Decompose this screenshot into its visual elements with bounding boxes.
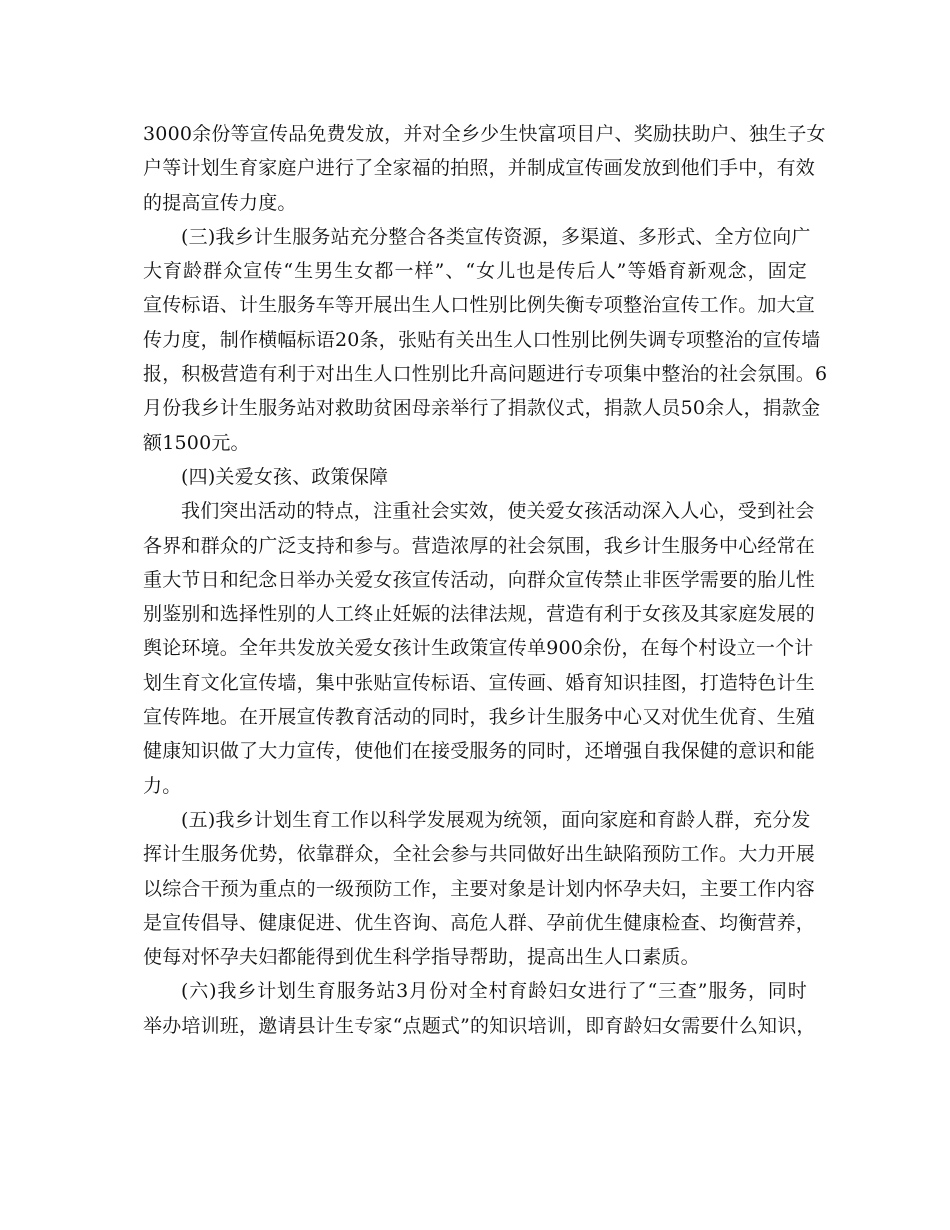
text-line: 月份我乡计生服务站对救助贫困母亲举行了捐款仪式，捐款人员50余人，捐款金: [143, 397, 821, 420]
text-line: 额1500元。: [143, 431, 250, 454]
text-line: 力。: [143, 774, 182, 797]
text-line: 舆论环境。全年共发放关爱女孩计生政策宣传单900余份，在每个村设立一个计: [143, 637, 814, 660]
text-line: 3000余份等宣传品免费发放，并对全乡少生快富项目户、奖励扶助户、独生子女: [143, 123, 826, 145]
text-line: 以综合干预为重点的一级预防工作，主要对象是计划内怀孕夫妇，主要工作内容: [143, 877, 816, 900]
text-line: 使每对怀孕夫妇都能得到优生科学指导帮助，提高出生人口素质。: [143, 946, 700, 969]
document-body: [143, 117, 828, 1043]
text-line: 传力度，制作横幅标语20条，张贴有关出生人口性别比例失调专项整治的宣传墙: [143, 328, 821, 351]
text-line: 户等计划生育家庭户进行了全家福的拍照，并制成宣传画发放到他们手中，有效: [143, 157, 816, 180]
text-line: 健康知识做了大力宣传，使他们在接受服务的同时，还增强自我保健的意识和能: [143, 740, 816, 763]
text-line: 举办培训班，邀请县计生专家“点题式”的知识培训，即育龄妇女需要什么知识，: [143, 1014, 816, 1037]
text-line: 我们突出活动的特点，注重社会实效，使关爱女孩活动深入人心，受到社会: [181, 500, 815, 523]
text-line: 的提高宣传力度。: [143, 191, 297, 214]
text-line: (三)我乡计生服务站充分整合各类宣传资源，多渠道、多形式、全方位向广: [181, 225, 811, 248]
text-line: 宣传阵地。在开展宣传教育活动的同时，我乡计生服务中心又对优生优育、生殖: [143, 706, 816, 729]
text-line: (四)关爱女孩、政策保障: [181, 465, 389, 488]
text-line: 重大节日和纪念日举办关爱女孩宣传活动，向群众宣传禁止非医学需要的胎儿性: [143, 568, 816, 591]
text-line: (五)我乡计划生育工作以科学发展观为统领，面向家庭和育龄人群，充分发: [181, 808, 811, 831]
text-line: 划生育文化宣传墙，集中张贴宣传标语、宣传画、婚育知识挂图，打造特色计生: [143, 671, 816, 694]
text-line: 挥计生服务优势，依靠群众，全社会参与共同做好出生缺陷预防工作。大力开展: [143, 843, 816, 866]
text-line: 各界和群众的广泛支持和参与。营造浓厚的社会氛围，我乡计生服务中心经常在: [143, 534, 816, 557]
text-line: 宣传标语、计生服务车等开展出生人口性别比例失衡专项整治宣传工作。加大宣: [143, 294, 816, 317]
text-line: 是宣传倡导、健康促进、优生咨询、高危人群、孕前优生健康检查、均衡营养，: [143, 911, 816, 934]
text-line: 报，积极营造有利于对出生人口性别比升高问题进行专项集中整治的社会氛围。6: [143, 363, 828, 386]
text-line: (六)我乡计划生育服务站3月份对全村育龄妇女进行了“三查”服务，同时: [181, 980, 807, 1003]
text-line: 大育龄群众宣传“生男生女都一样”、“女儿也是传后人”等婚育新观念，固定: [143, 260, 807, 283]
text-line: 别鉴别和选择性别的人工终止妊娠的法律法规，营造有利于女孩及其家庭发展的: [143, 603, 816, 626]
